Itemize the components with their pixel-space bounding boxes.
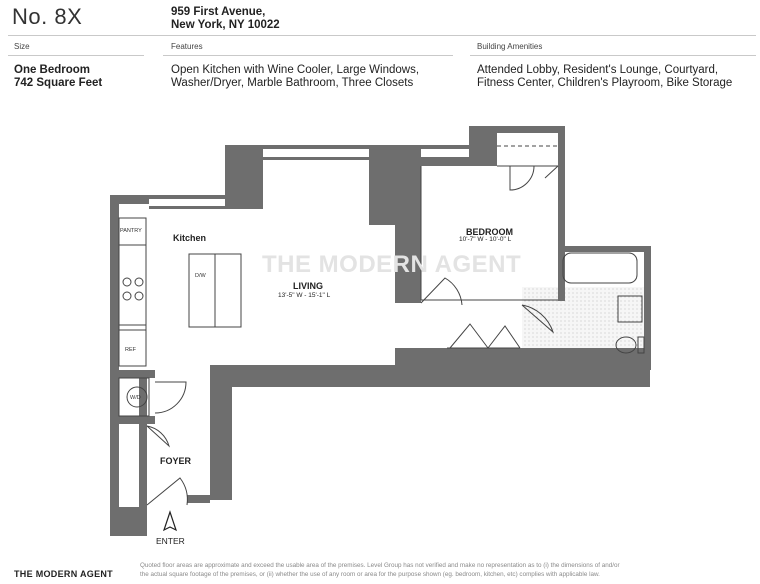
ref-label: REF	[125, 347, 136, 353]
cooktop	[123, 278, 143, 300]
room-label-kitchen: Kitchen	[173, 233, 207, 243]
unit-number: No. 8X	[12, 4, 83, 29]
features-label: Features	[171, 42, 203, 51]
features-line-1: Open Kitchen with Wine Cooler, Large Windows,	[171, 64, 420, 76]
bedroom-dimensions: 10'-7" W - 10'-0" L	[459, 236, 512, 243]
size-sqft: 742 Square Feet	[14, 77, 103, 89]
size-type: One Bedroom	[14, 64, 91, 76]
disclaimer	[140, 562, 700, 579]
brand-logo: THE MODERN AGENT	[14, 569, 113, 579]
disclaimer-line-1: Quoted floor areas are approximate and exceed the usable area of the premises. Level Group has not verified and make no representation as to (i) the dimensions of and/or	[140, 562, 620, 569]
enter-label: ENTER	[156, 536, 185, 546]
features-line-2: Washer/Dryer, Marble Bathroom, Three Closets	[171, 77, 414, 89]
watermark: THE MODERN AGENT	[262, 251, 522, 278]
washer-dryer-label: W/D	[130, 395, 141, 401]
enter-arrow-icon	[164, 512, 176, 530]
room-label-bedroom: BEDROOM	[466, 227, 513, 237]
room-label-living: LIVING	[293, 281, 324, 291]
amenities-label: Building Amenities	[477, 42, 543, 51]
address-line-1: 959 First Avenue,	[171, 6, 266, 18]
amenities-line-1: Attended Lobby, Resident's Lounge, Courtyard,	[477, 64, 719, 76]
living-dimensions: 13'-5" W - 15'-1" L	[278, 292, 331, 299]
amenities-line-2: Fitness Center, Children's Playroom, Bike Storage	[477, 77, 733, 89]
disclaimer-line-2: the actual square footage of the premises, or (ii) whether the use of any room or area for the purpose shown (eg. bedroom, kitchen, etc) complies with applicable law.	[140, 570, 600, 578]
size-label: Size	[14, 42, 30, 51]
room-label-foyer: FOYER	[160, 456, 192, 466]
pantry-label: PANTRY	[120, 228, 142, 234]
dishwasher-label: D/W	[195, 273, 206, 279]
address-line-2: New York, NY 10022	[171, 19, 280, 31]
